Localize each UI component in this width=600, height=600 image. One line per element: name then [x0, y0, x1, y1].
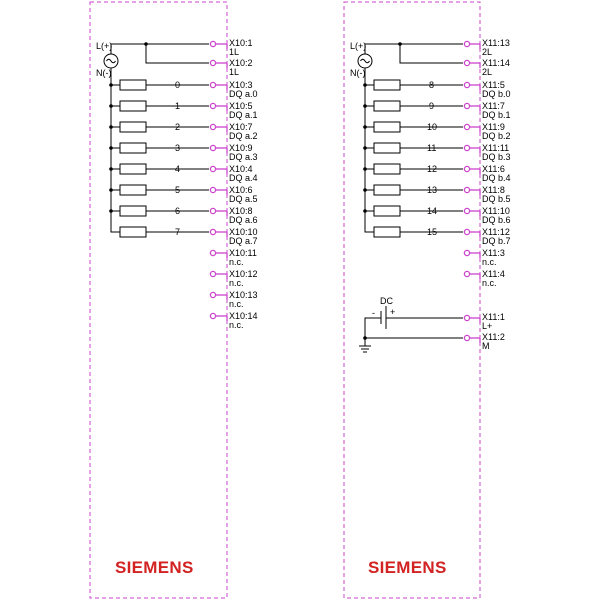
terminal-label: n.c.	[482, 257, 497, 267]
terminal-x11-14[interactable]	[464, 58, 509, 77]
terminal-id: X11:7	[482, 101, 505, 111]
module-2-channel-12	[363, 164, 463, 174]
terminal-id: X11:13	[482, 38, 510, 48]
module-2-channel-loads	[363, 80, 463, 237]
terminal-label: DQ a.0	[229, 89, 258, 99]
module-2-terminals	[464, 38, 510, 351]
terminal-x11-6[interactable]	[464, 164, 510, 183]
terminal-label: DQ b.4	[482, 173, 511, 183]
module-1-channel-0	[109, 80, 209, 90]
terminal-id: X10:8	[229, 206, 253, 216]
terminal-label: DQ a.5	[229, 194, 258, 204]
terminal-x10-11[interactable]	[210, 248, 256, 267]
module-1-supply-top-label: L(+)	[96, 41, 113, 51]
module-1-channel-6	[109, 206, 209, 216]
module-2-channel-label: 15	[427, 227, 438, 237]
terminal-id: X11:6	[482, 164, 505, 174]
terminal-id: X10:7	[229, 122, 253, 132]
terminal-x10-2[interactable]	[210, 58, 252, 77]
module-2-channel-8	[363, 80, 463, 90]
terminal-label: DQ b.7	[482, 236, 511, 246]
terminal-x11-12[interactable]	[464, 227, 510, 246]
module-2-supply-top-label: L(+)	[350, 41, 367, 51]
terminal-id: X11:10	[482, 206, 510, 216]
ground-icon	[359, 346, 371, 352]
terminal-x11-3[interactable]	[464, 248, 504, 267]
terminal-id: X10:9	[229, 143, 253, 153]
terminal-label: 2L	[482, 47, 493, 57]
terminal-x11-10[interactable]	[464, 206, 510, 225]
terminal-id: X10:12	[229, 269, 258, 279]
module-2-channel-label: 11	[427, 143, 437, 153]
module-1-channel-label: 6	[175, 206, 181, 216]
terminal-label: DQ b.0	[482, 89, 511, 99]
terminal-label: DQ a.2	[229, 131, 258, 141]
terminal-id: X10:1	[229, 38, 253, 48]
terminal-label: DQ b.6	[482, 215, 511, 225]
terminal-id: X11:4	[482, 269, 505, 279]
module-1-channel-loads	[109, 80, 209, 237]
module-1-channel-2	[109, 122, 209, 132]
module-1-terminals	[210, 38, 257, 330]
module-1-siemens-logo: SIEMENS	[115, 558, 194, 577]
module-2-channel-14	[363, 206, 463, 216]
terminal-label: DQ a.4	[229, 173, 258, 183]
terminal-label: DQ a.6	[229, 215, 258, 225]
terminal-id: X11:8	[482, 185, 505, 195]
module-2-channel-9	[363, 101, 463, 111]
module-1-supply-wiring	[111, 42, 209, 63]
terminal-x11-4[interactable]	[464, 269, 504, 288]
terminal-id: X11:9	[482, 122, 505, 132]
module-1-channel-1	[109, 101, 209, 111]
terminal-id: X10:2	[229, 58, 253, 68]
terminal-label: n.c.	[229, 299, 244, 309]
module-2-channel-label: 10	[427, 122, 438, 132]
terminal-x10-1[interactable]	[210, 38, 252, 57]
terminal-label: n.c.	[229, 320, 244, 330]
module-1-channel-label: 5	[175, 185, 181, 195]
module-1-channel-label: 4	[175, 164, 181, 174]
module-2-frame	[344, 2, 480, 598]
dc-minus-label: -	[372, 308, 375, 318]
terminal-label: L+	[482, 321, 493, 331]
module-1-channel-label: 2	[175, 122, 181, 132]
module-1-channel-3	[109, 143, 209, 153]
terminal-label: DQ a.7	[229, 236, 258, 246]
module-1-channel-label: 1	[175, 101, 181, 111]
module-2-channel-15	[365, 211, 463, 237]
module-1-channel-5	[109, 185, 209, 195]
terminal-id: X10:4	[229, 164, 253, 174]
module-2-supply-wiring	[365, 42, 463, 63]
module-2-channel-label: 14	[427, 206, 438, 216]
terminal-id: X10:5	[229, 101, 253, 111]
module-1-channel-4	[109, 164, 209, 174]
terminal-x10-13[interactable]	[210, 290, 257, 309]
dc-plus-label: +	[390, 307, 396, 317]
module-2-siemens-logo: SIEMENS	[368, 558, 447, 577]
terminal-id: X10:13	[229, 290, 258, 300]
terminal-x11-9[interactable]	[464, 122, 510, 141]
terminal-x10-5[interactable]	[210, 101, 257, 120]
terminal-id: X10:10	[229, 227, 258, 237]
module-2	[344, 2, 511, 598]
terminal-label: DQ b.3	[482, 152, 511, 162]
terminal-id: X10:6	[229, 185, 253, 195]
terminal-x10-12[interactable]	[210, 269, 257, 288]
terminal-label: n.c.	[229, 257, 244, 267]
module-2-channel-label: 8	[429, 80, 435, 90]
module-1-channel-label: 7	[175, 227, 181, 237]
terminal-label: DQ b.1	[482, 110, 511, 120]
terminal-x11-13[interactable]	[464, 38, 509, 57]
terminal-id: X10:3	[229, 80, 253, 90]
terminal-id: X10:14	[229, 311, 258, 321]
terminal-x10-6[interactable]	[210, 185, 257, 204]
module-1-supply-bottom-label: N(-)	[96, 68, 112, 78]
module-2-channel-11	[363, 143, 463, 153]
terminal-x11-2[interactable]	[464, 332, 504, 351]
module-2-channel-label: 13	[427, 185, 438, 195]
terminal-x11-11[interactable]	[464, 143, 510, 162]
terminal-x11-7[interactable]	[464, 101, 510, 120]
module-1	[90, 2, 258, 598]
terminal-x10-3[interactable]	[210, 80, 257, 99]
battery-icon	[381, 306, 386, 329]
module-1-channel-7	[111, 211, 209, 237]
terminal-id: X11:2	[482, 332, 505, 342]
terminal-label: M	[482, 341, 490, 351]
terminal-id: X11:12	[482, 227, 510, 237]
terminal-x10-14[interactable]	[210, 311, 257, 330]
module-2-channel-label: 12	[427, 164, 438, 174]
terminal-label: 1L	[229, 47, 240, 57]
terminal-x11-8[interactable]	[464, 185, 510, 204]
module-1-channel-label: 0	[175, 80, 181, 90]
terminal-label: DQ b.5	[482, 194, 511, 204]
module-2-channel-label: 9	[429, 101, 435, 111]
module-1-channel-label: 3	[175, 143, 181, 153]
terminal-x10-10[interactable]	[210, 227, 257, 246]
terminal-label: DQ a.1	[229, 110, 258, 120]
terminal-x10-8[interactable]	[210, 206, 257, 225]
dc-label: DC	[380, 296, 393, 306]
module-2-channel-13	[363, 185, 463, 195]
terminal-id: X11:14	[482, 58, 510, 68]
module-2-supply-bottom-label: N(-)	[350, 68, 366, 78]
terminal-id: X11:5	[482, 80, 505, 90]
terminal-x10-7[interactable]	[210, 122, 257, 141]
terminal-id: X11:3	[482, 248, 505, 258]
terminal-label: DQ b.2	[482, 131, 511, 141]
terminal-label: DQ a.3	[229, 152, 258, 162]
terminal-x11-1[interactable]	[464, 312, 504, 331]
terminal-id: X11:11	[482, 143, 510, 153]
module-2-dc-supply	[359, 296, 463, 352]
terminal-label: 2L	[482, 67, 493, 77]
terminal-id: X10:11	[229, 248, 257, 258]
terminal-label: 1L	[229, 67, 240, 77]
module-2-channel-10	[363, 122, 463, 132]
terminal-x10-4[interactable]	[210, 164, 257, 183]
terminal-x10-9[interactable]	[210, 143, 257, 162]
terminal-label: n.c.	[229, 278, 244, 288]
terminal-id: X11:1	[482, 312, 505, 322]
terminal-label: n.c.	[482, 278, 497, 288]
terminal-x11-5[interactable]	[464, 80, 510, 99]
